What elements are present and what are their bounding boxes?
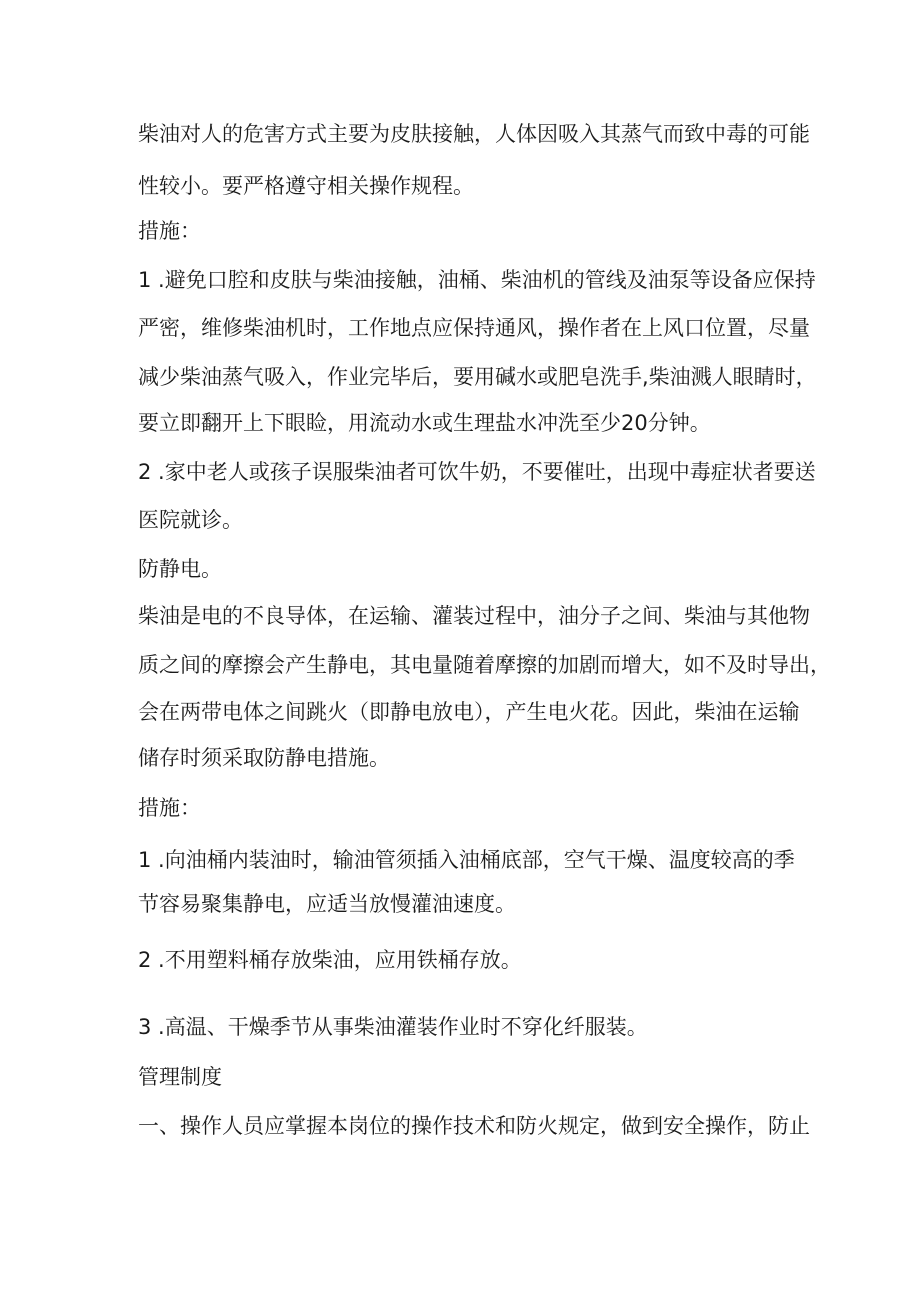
paragraph-line: 要立即翻开上下眼睑，用流动水或生理盐水冲洗至少20分钟。 — [138, 411, 711, 435]
paragraph-line: 严密，维修柴油机时，工作地点应保持通风，操作者在上风口位置，尽量 — [138, 316, 810, 340]
paragraph-line: 柴油对人的危害方式主要为皮肤接触，人体因吸入其蒸气而致中毒的可能 — [138, 122, 810, 146]
paragraph-line: 会在两带电体之间跳火（即静电放电），产生电火花。因此，柴油在运输 — [138, 700, 800, 724]
paragraph-line: 一、操作人员应掌握本岗位的操作技术和防火规定，做到安全操作，防止 — [138, 1114, 810, 1138]
section-heading: 防静电。 — [138, 557, 222, 581]
section-heading: 管理制度 — [138, 1065, 222, 1089]
list-item: 2 .家中老人或孩子误服柴油者可饮牛奶，不要催吐，出现中毒症状者要送 — [138, 460, 816, 484]
list-item: 2 .不用塑料桶存放柴油，应用铁桶存放。 — [138, 948, 522, 972]
paragraph-line: 减少柴油蒸气吸入，作业完毕后，要用碱水或肥皂洗手,柴油溅人眼睛时， — [138, 365, 817, 389]
paragraph-line: 柴油是电的不良导体，在运输、灌装过程中，油分子之间、柴油与其他物 — [138, 604, 810, 628]
section-heading: 措施： — [138, 796, 201, 820]
list-item: 3 .高温、干燥季节从事柴油灌装作业时不穿化纤服装。 — [138, 1015, 648, 1039]
paragraph-line: 医院就诊。 — [138, 508, 243, 532]
section-heading: 措施： — [138, 219, 201, 243]
list-item: 1 .避免口腔和皮肤与柴油接触，油桶、柴油机的管线及油泵等设备应保持 — [138, 268, 816, 292]
paragraph-line: 性较小。要严格遵守相关操作规程。 — [138, 174, 474, 198]
paragraph-line: 储存时须采取防静电措施。 — [138, 746, 390, 770]
paragraph-line: 节容易聚集静电，应适当放慢灌油速度。 — [138, 892, 516, 916]
list-item: 1 .向油桶内装油时，输油管须插入油桶底部，空气干燥、温度较高的季 — [138, 848, 795, 872]
paragraph-line: 质之间的摩擦会产生静电，其电量随着摩擦的加剧而增大，如不及时导出， — [138, 653, 831, 677]
